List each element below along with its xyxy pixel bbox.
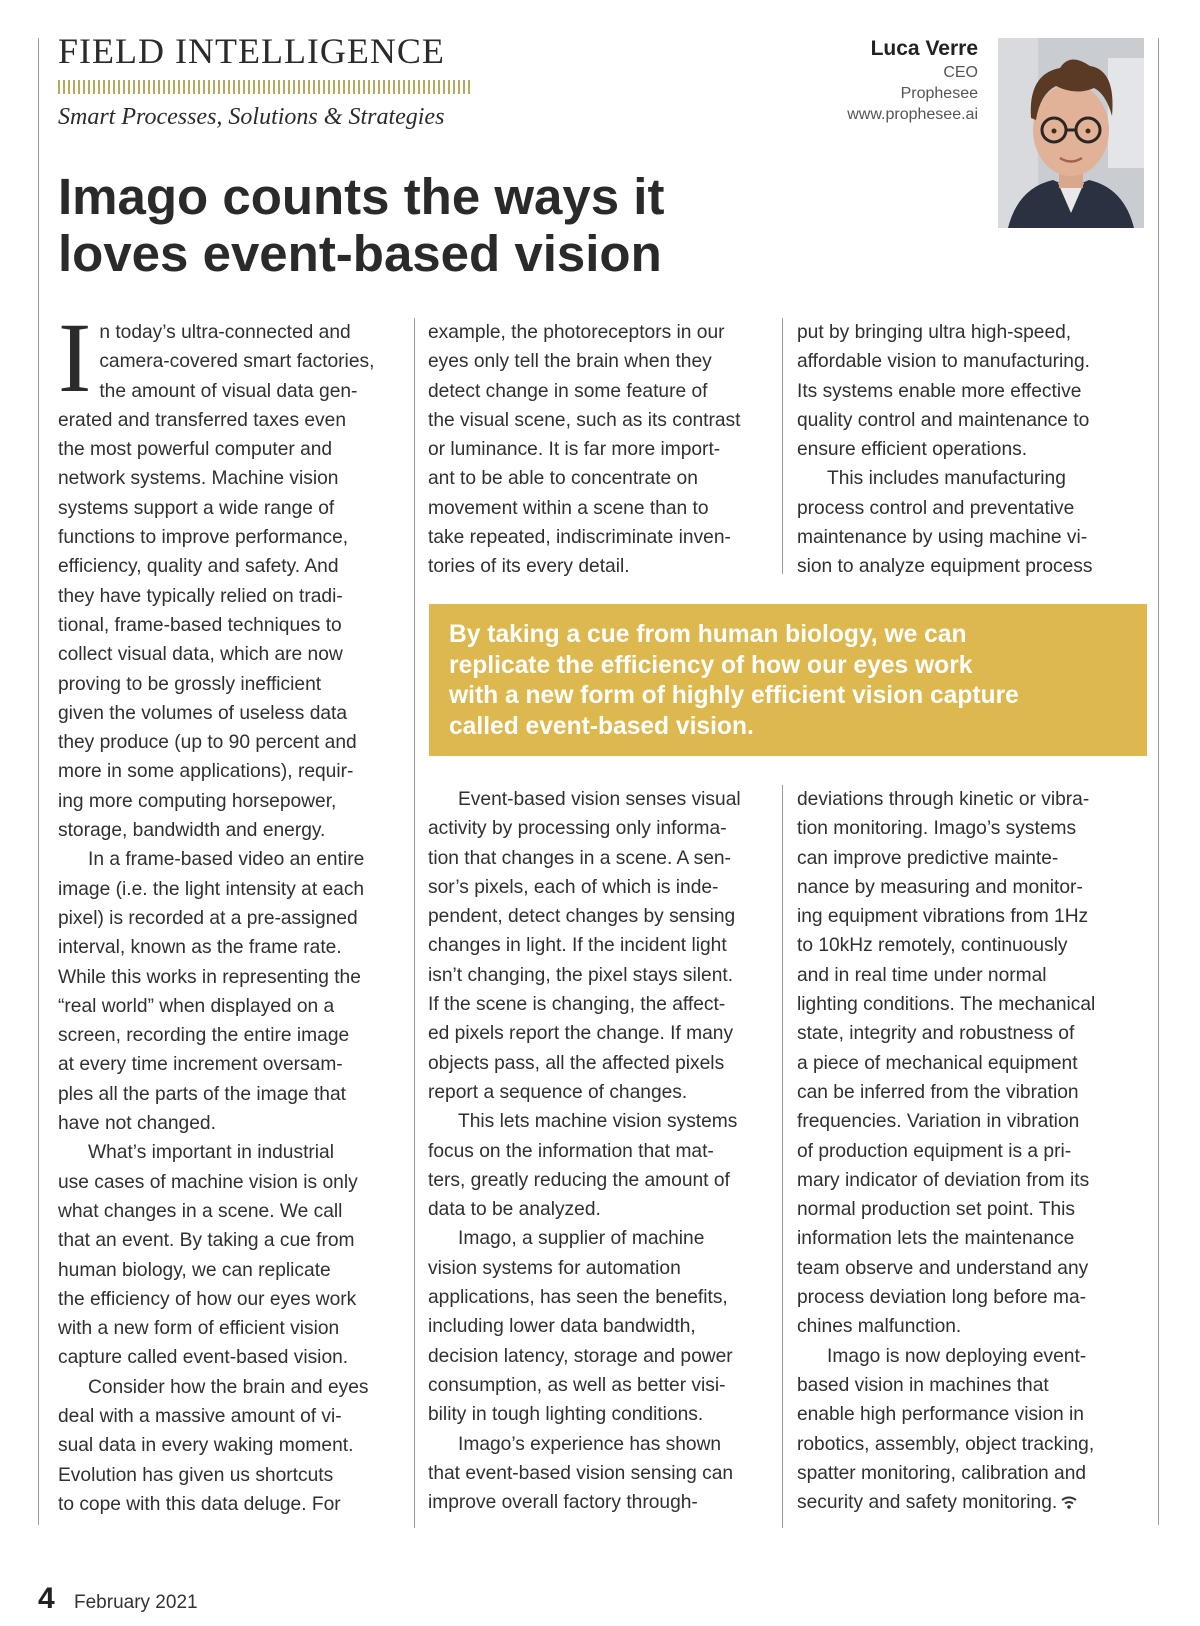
text-line: isn’t changing, the pixel stays silent.: [428, 964, 734, 986]
text-line: ing more computing horsepower,: [58, 790, 337, 812]
paragraph: [797, 1342, 1147, 1518]
text-line: Event-based vision senses visual: [458, 789, 741, 810]
text-line: pendent, detect changes by sensing: [428, 906, 736, 928]
text-line: bility in tough lighting conditions.: [428, 1404, 704, 1426]
text-line: and in real time under normal: [797, 964, 1047, 986]
section-subtitle: Smart Processes, Solutions & Strategies: [58, 104, 445, 130]
text-line: lighting conditions. The mechanical: [797, 994, 1096, 1016]
text-line: can be inferred from the vibration: [797, 1081, 1079, 1103]
text-line: deal with a massive amount of vi-: [58, 1405, 342, 1427]
text-line: ples all the parts of the image that: [58, 1083, 346, 1105]
text-line: chines malfunction.: [797, 1316, 962, 1338]
section-title-underline: [58, 80, 470, 94]
text-line: mary indicator of deviation from its: [797, 1169, 1090, 1191]
text-line: report a sequence of changes.: [428, 1081, 688, 1103]
article-column-1: [58, 302, 408, 1519]
pull-quote-line: with a new form of highly efficient vision capture: [449, 682, 1019, 709]
author-company: Prophesee: [900, 85, 978, 102]
text-line: storage, bandwidth and energy.: [58, 820, 326, 842]
text-line: consumption, as well as better visi-: [428, 1374, 726, 1396]
text-line: process deviation long before ma-: [797, 1287, 1087, 1309]
text-line: with a new form of efficient vision: [58, 1318, 340, 1340]
text-line: sion to analyze equipment process: [797, 556, 1093, 578]
text-line: While this works in representing the: [58, 966, 361, 988]
text-line: eyes only tell the brain when they: [428, 351, 712, 373]
text-line: efficiency, quality and safety. And: [58, 556, 339, 578]
text-line: team observe and understand any: [797, 1257, 1089, 1279]
text-line: of production equipment is a pri-: [797, 1140, 1072, 1162]
text-line: objects pass, all the affected pixels: [428, 1052, 725, 1074]
text-line: sual data in every waking moment.: [58, 1435, 354, 1457]
paragraph: [428, 1107, 773, 1224]
text-line: detect change in some feature of: [428, 380, 708, 402]
text-line: If the scene is changing, the affect-: [428, 994, 726, 1016]
text-line: functions to improve performance,: [58, 527, 349, 549]
text-line: ed pixels report the change. If many: [428, 1023, 734, 1045]
text-line: ters, greatly reducing the amount of: [428, 1169, 730, 1191]
article-column-2-top: [428, 318, 773, 582]
text-line: put by bringing ultra high-speed,: [797, 322, 1072, 343]
page-number: 4: [38, 1582, 55, 1615]
text-line: enable high performance vision in: [797, 1404, 1084, 1426]
text-line: given the volumes of useless data: [58, 702, 348, 724]
paragraph: [428, 785, 773, 1107]
column-rule-1: [414, 318, 415, 1528]
text-line: erated and transferred taxes even: [58, 409, 346, 431]
text-line: pixel) is recorded at a pre-assigned: [58, 907, 358, 929]
text-line: Evolution has given us shortcuts: [58, 1464, 334, 1486]
author-photo: [998, 38, 1144, 228]
text-line: What’s important in industrial: [88, 1142, 334, 1164]
text-line: the amount of visual data gen-: [99, 380, 358, 402]
text-line: robotics, assembly, object tracking,: [797, 1433, 1095, 1455]
text-line: they have typically relied on tradi-: [58, 585, 343, 607]
text-line: [797, 1488, 1147, 1517]
text-line: at every time increment oversam-: [58, 1054, 343, 1076]
paragraph: [58, 302, 408, 845]
text-line: network systems. Machine vision: [58, 468, 339, 490]
text-line: process control and preventative: [797, 497, 1075, 519]
text-line: proving to be grossly inefficient: [58, 673, 322, 695]
paragraph: [428, 1430, 773, 1518]
column-rule-2-bottom: [782, 785, 783, 1528]
text-line: image (i.e. the light intensity at each: [58, 878, 365, 900]
left-margin-rule: [38, 38, 39, 1525]
text-line: In a frame-based video an entire: [88, 849, 365, 871]
text-line: movement within a scene than to: [428, 497, 709, 519]
paragraph: [58, 1373, 408, 1519]
text-line: screen, recording the entire image: [58, 1025, 350, 1047]
text-line: Imago, a supplier of machine: [458, 1228, 705, 1250]
text-line: data to be analyzed.: [428, 1199, 601, 1221]
text-line: vision systems for automation: [428, 1257, 681, 1279]
text-line: Imago is now deploying event-: [827, 1345, 1087, 1367]
text-line: example, the photoreceptors in our: [428, 322, 725, 343]
text-line: improve overall factory through-: [428, 1492, 698, 1514]
text-line: the efficiency of how our eyes work: [58, 1288, 357, 1310]
author-byline: [847, 36, 978, 125]
text-line: normal production set point. This: [797, 1199, 1076, 1221]
text-line: capture called event-based vision.: [58, 1347, 349, 1369]
text-line: can improve predictive mainte-: [797, 847, 1059, 869]
text-line: quality control and maintenance to: [797, 409, 1090, 431]
text-line: information lets the maintenance: [797, 1228, 1075, 1250]
issue-date: February 2021: [74, 1592, 198, 1613]
text-line: human biology, we can replicate: [58, 1259, 331, 1281]
pull-quote-line: replicate the efficiency of how our eyes work: [449, 651, 973, 679]
text-line-content: security and safety monitoring.: [797, 1492, 1058, 1514]
text-line: affordable vision to manufacturing.: [797, 351, 1090, 373]
text-line: decision latency, storage and power: [428, 1345, 733, 1367]
text-line: Imago’s experience has shown: [458, 1433, 722, 1455]
drop-cap: I: [58, 302, 92, 413]
text-line: take repeated, indiscriminate inven-: [428, 527, 731, 549]
text-line: the most powerful computer and: [58, 439, 333, 461]
text-line: use cases of machine vision is only: [58, 1171, 358, 1193]
text-line: This includes manufacturing: [827, 468, 1066, 490]
column-rule-2-top: [782, 318, 783, 574]
paragraph: [58, 845, 408, 1138]
headline-line-2: loves event-based vision: [58, 225, 662, 282]
paragraph: [58, 1138, 408, 1372]
text-line: ing equipment vibrations from 1Hz: [797, 906, 1089, 928]
text-line: ant to be able to concentrate on: [428, 468, 698, 490]
text-line: the visual scene, such as its contrast: [428, 409, 741, 431]
text-line: Its systems enable more effective: [797, 380, 1082, 402]
text-line: they produce (up to 90 percent and: [58, 732, 357, 754]
text-line: changes in light. If the incident light: [428, 935, 727, 957]
text-line: that an event. By taking a cue from: [58, 1230, 355, 1252]
text-line: or luminance. It is far more import-: [428, 439, 721, 461]
text-line: a piece of mechanical equipment: [797, 1052, 1078, 1074]
text-line: including lower data bandwidth,: [428, 1316, 696, 1338]
section-title: FIELD INTELLIGENCE: [58, 31, 445, 71]
pull-quote-text: [449, 620, 1129, 742]
text-line: collect visual data, which are now: [58, 644, 343, 666]
pull-quote-box: [429, 604, 1147, 756]
text-line: to cope with this data deluge. For: [58, 1493, 341, 1515]
text-line: spatter monitoring, calibration and: [797, 1462, 1087, 1484]
text-line: maintenance by using machine vi-: [797, 527, 1088, 549]
article-column-3-top: [797, 318, 1147, 582]
text-line: tional, frame-based techniques to: [58, 614, 342, 636]
text-line: based vision in machines that: [797, 1374, 1049, 1396]
author-name: Luca Verre: [870, 37, 978, 60]
author-website[interactable]: www.prophesee.ai: [847, 106, 978, 123]
text-line: Consider how the brain and eyes: [88, 1376, 369, 1398]
text-line: interval, known as the frame rate.: [58, 937, 342, 959]
text-line: tion monitoring. Imago’s systems: [797, 818, 1077, 840]
pull-quote-line: called event-based vision.: [449, 712, 754, 740]
paragraph: [797, 785, 1147, 1342]
text-line: frequencies. Variation in vibration: [797, 1111, 1080, 1133]
text-line: “real world” when displayed on a: [58, 995, 335, 1017]
signal-end-mark-icon: [1061, 1496, 1077, 1510]
text-line: activity by processing only informa-: [428, 818, 727, 840]
text-line: more in some applications), requir-: [58, 761, 354, 783]
text-line: have not changed.: [58, 1113, 216, 1135]
right-margin-rule: [1158, 38, 1159, 1525]
text-line: This lets machine vision systems: [458, 1111, 738, 1133]
text-line: deviations through kinetic or vibra-: [797, 789, 1090, 810]
text-line: what changes in a scene. We call: [58, 1200, 343, 1222]
text-line: state, integrity and robustness of: [797, 1023, 1075, 1045]
text-line: sor’s pixels, each of which is inde-: [428, 876, 719, 898]
article-headline: [58, 168, 778, 282]
text-line: camera-covered smart factories,: [99, 351, 375, 373]
author-role: CEO: [943, 64, 978, 81]
text-line: applications, has seen the benefits,: [428, 1287, 728, 1309]
text-line: systems support a wide range of: [58, 497, 335, 519]
text-line: focus on the information that mat-: [428, 1140, 714, 1162]
text-line: nance by measuring and monitor-: [797, 876, 1083, 898]
text-line: to 10kHz remotely, continuously: [797, 935, 1068, 957]
article-column-3-bottom: [797, 785, 1147, 1517]
article-column-2-bottom: [428, 785, 773, 1517]
text-line: tion that changes in a scene. A sen-: [428, 847, 731, 869]
text-line: n today’s ultra-connected and: [99, 322, 351, 343]
text-line: tories of its every detail.: [428, 556, 630, 578]
headline-line-1: Imago counts the ways it: [58, 168, 665, 225]
paragraph: [428, 1224, 773, 1429]
text-line: ensure efficient operations.: [797, 439, 1028, 461]
text-line: that event-based vision sensing can: [428, 1462, 734, 1484]
pull-quote-line: By taking a cue from human biology, we can: [449, 621, 967, 648]
